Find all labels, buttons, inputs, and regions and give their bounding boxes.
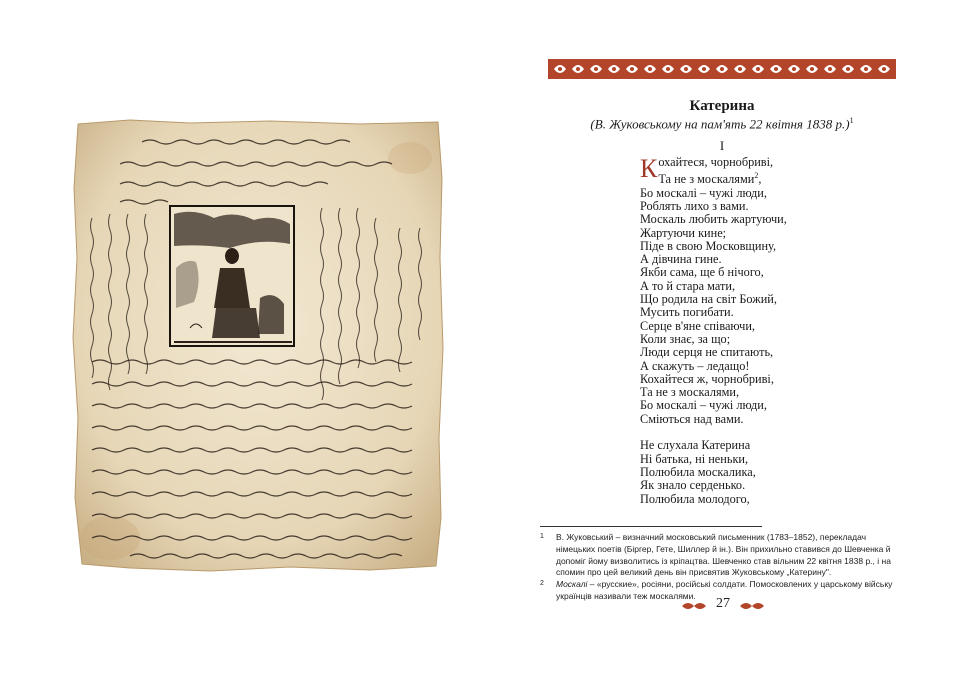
poem-line: Полюбила москалика, [640,464,756,479]
part-number: I [719,138,725,153]
poem-line: Та не з москалями, [640,385,740,400]
poem-line: А скажуть – ледащо! [640,358,750,373]
footnote-1 [540,532,902,579]
ornament-band-icon [548,59,896,79]
poem-line: Жартуючи кине; [640,225,727,240]
page-number-text: 27 [716,596,730,611]
footnote-mark: 2 [540,580,544,588]
poem-body [640,156,787,506]
poem-line: Сміються над вами. [640,411,744,426]
header-ornament [548,59,896,79]
sketch-drawing [170,206,294,346]
stanza-gap [640,426,787,439]
footnote-ref-1[interactable]: 1 [849,116,854,125]
poem-line: Мусить погибати. [640,305,734,320]
poem-line: Коли знає, за що; [640,331,731,346]
drop-cap: К [640,154,658,183]
poem-line: Люди серця не спитають, [640,345,774,360]
footnote-term: Москалі [556,579,588,590]
footnote-ref-2[interactable]: 2 [754,171,759,181]
poem-line: Роблять лихо з вами. [640,198,749,213]
poem-line: Що родила на світ Божий, [640,292,777,307]
poem-line: Якби сама, ще б нічого, [640,265,764,280]
second-line-text: Та не з москалями [658,172,755,187]
poem-line: Як знало серденько. [640,478,746,493]
dedication-text: (В. Жуковському на пам'ять 22 квітня 1838 р.) [590,116,850,132]
poem-line: Бо москалі – чужі люди, [640,398,767,413]
poem-line: Не слухала Катерина [640,438,751,453]
poem-line-2 [640,169,787,186]
poem-line: Бо москалі – чужі люди, [640,185,767,200]
footnotes [540,532,902,603]
second-line-end: , [758,172,762,187]
first-line-rest: охайтеся, чорнобриві, [658,155,774,169]
poem-dedication [548,116,896,132]
poem-title: Катерина [689,98,755,114]
footnote-mark: 1 [540,533,544,540]
poem-line: А дівчина гине. [640,252,722,267]
footnote-text: – «русские», росіяни, російські солдати. Помосковлених у царському війську українців називали теж москалями. [556,579,893,601]
poem-line: Ні батька, ні неньки, [640,451,749,466]
poem-line: Серце в'яне співаючи, [640,318,755,333]
footnote-divider [540,526,762,527]
poem-line: Кохайтеся ж, чорнобриві, [640,371,774,386]
poem-line: А то й стара мати, [640,278,736,293]
manuscript-image [70,118,445,573]
poem-line: Полюбила молодого, [640,491,750,506]
page-number [678,598,768,614]
footnote-text: В. Жуковський – визначний московський письменник (1783–1852), перекладач німецьких поетів (Біргер, Гете, Шиллер й ін.). Він прихильно ставився до Шевченка й допоміг йому визволитись із кріпацтва. Шевченко став вільним 22 квітня 1838 р., і на спомин про цей великий день він присвятив Жуковському „Катерину". [556,532,891,578]
poem-line: Піде в свою Московщину, [640,238,777,253]
poem-line: Москаль любить жартуючи, [640,212,787,227]
